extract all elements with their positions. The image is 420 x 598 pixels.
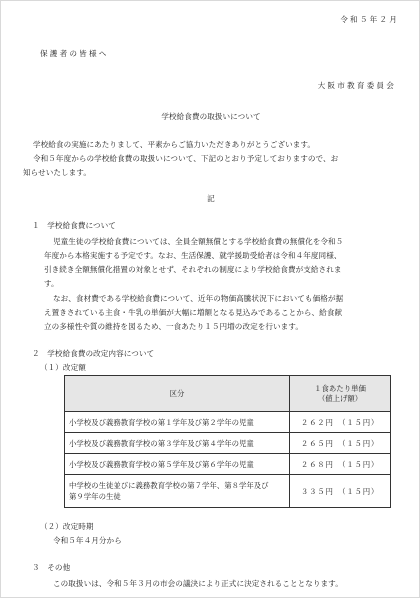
table-header-row: [65, 376, 391, 412]
ki-label: 記: [207, 194, 215, 203]
section1-line: え置きされている主食・牛乳の単価が大幅に増額となる見込みであることから、給食献: [44, 308, 343, 317]
row-price: ２６５円 （１５円）: [290, 433, 391, 454]
row-label: 小学校及び義務教育学校の第５学年及び第６学年の児童: [65, 454, 290, 475]
price-header-line1: １食あたり単価: [314, 383, 366, 393]
section2-sub2-value: 令和５年４月分から: [53, 536, 122, 545]
table-row: [65, 475, 391, 508]
intro-line-1: 学校給食の実施にあたりまして、平素からご協力いただきありがとうございます。: [33, 140, 316, 149]
section3-heading: ３ その他: [32, 563, 71, 572]
table-row: [65, 454, 391, 475]
section1-line: 児童生徒の学校給食費については、全員全額無償とする学校給食費の無償化を令和５: [53, 237, 344, 246]
table-row: [65, 433, 391, 454]
price-header-line2: （値上げ額）: [317, 393, 363, 403]
table-header-price: [290, 376, 391, 412]
section1-line: 年度から本格実施する予定です。なお、生活保護、就学援助受給者は令和４年度同様、: [44, 251, 342, 260]
row-price: ２６２円 （１５円）: [290, 412, 391, 433]
section3-text: この取扱いは、令和５年３月の市会の議決により正式に決定されることとなります。: [53, 579, 343, 588]
intro-line-2: 令和５年度からの学校給食費の取扱いについて、下記のとおり予定しておりますので、お: [33, 154, 339, 163]
row-label: 小学校及び義務教育学校の第１学年及び第２学年の児童: [65, 412, 290, 433]
row-price: ３３５円 （１５円）: [290, 475, 391, 508]
table-row: [65, 412, 391, 433]
section1-line: す。: [44, 279, 59, 288]
recipient: 保護者の皆様へ: [40, 49, 109, 58]
section1-line: 引き続き全額無償化措置の対象とせず、それぞれの制度により学校給食費が支給されま: [44, 265, 342, 274]
section2-sub1: （１）改定額: [40, 363, 86, 372]
section1-line: なお、食材費である学校給食費について、近年の物価高騰状況下においても価格が据: [53, 294, 344, 303]
row-label: [65, 475, 290, 508]
section2-heading: ２ 学校給食費の改定内容について: [32, 349, 155, 358]
document-date: 令和５年２月: [340, 15, 399, 24]
section2-sub2: （２）改定時期: [40, 522, 94, 531]
row-label-line: 中学校の生徒並びに義務教育学校の第７学年、第８学年及び: [69, 481, 269, 490]
table-header-category: 区分: [65, 376, 290, 412]
fee-table: [64, 375, 391, 508]
section1-heading: １ 学校給食費について: [32, 221, 116, 230]
row-price: ２６８円 （１５円）: [290, 454, 391, 475]
document-title: 学校給食費の取扱いについて: [161, 112, 261, 121]
row-label: 小学校及び義務教育学校の第３学年及び第４学年の児童: [65, 433, 290, 454]
section1-line: 立の多様性や質の維持を図るため、一食あたり１５円増の改定を行います。: [44, 322, 303, 331]
row-label-line: 第９学年の生徒: [69, 492, 121, 501]
sender: 大阪市教育委員会: [317, 81, 396, 90]
intro-line-3: 知らせいたします。: [23, 168, 91, 177]
